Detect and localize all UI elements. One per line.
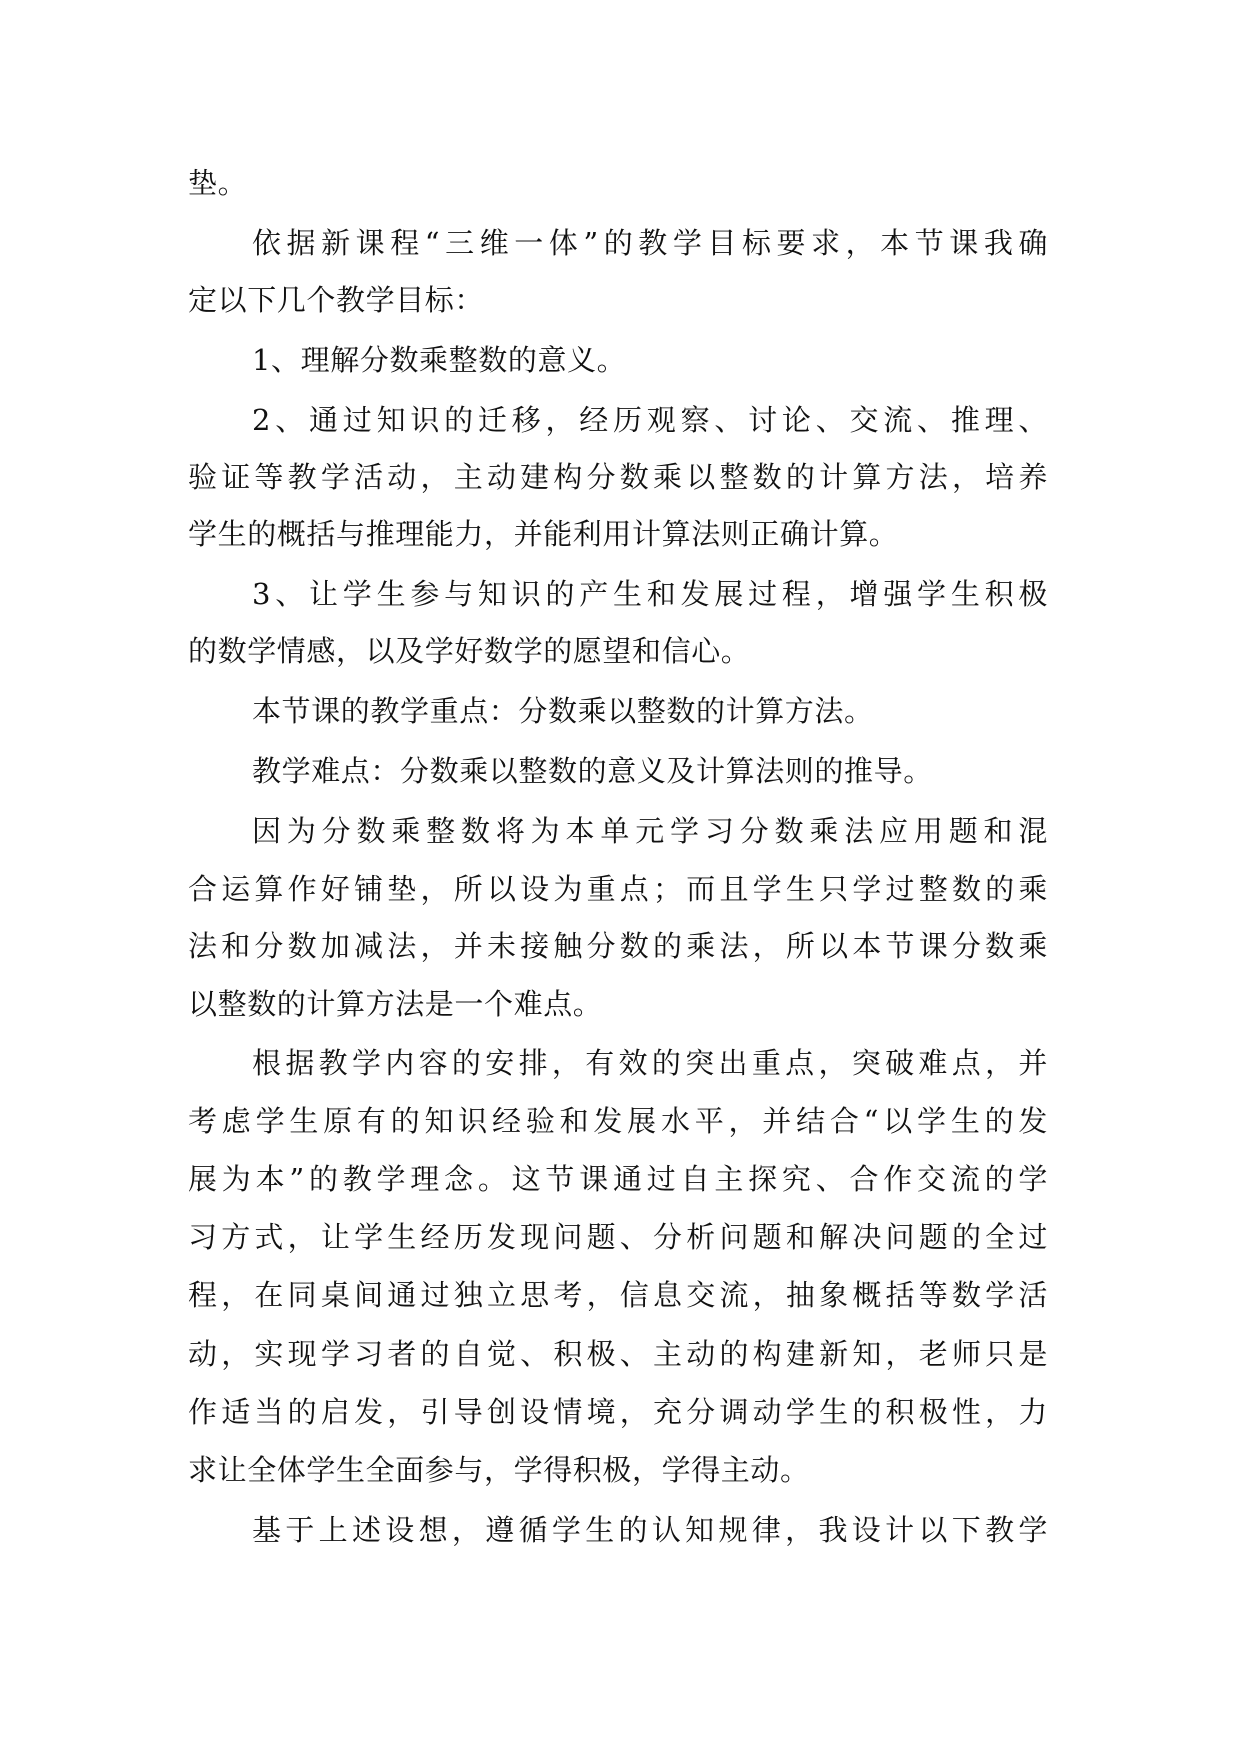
text-line: 的数学情感，以及学好数学的愿望和信心。 (188, 634, 751, 668)
text-line: 学生的概括与推理能力，并能利用计算法则正确计算。 (188, 517, 899, 551)
text-line: 合运算作好铺垫，所以设为重点；而且学生只学过整数的乘 (188, 872, 1048, 906)
text-line: 作适当的启发，引导创设情境，充分调动学生的积极性，力 (188, 1395, 1048, 1429)
text-line: 垫。 (188, 166, 248, 200)
text-line: 本节课的教学重点：分数乘以整数的计算方法。 (252, 694, 874, 728)
text-line: 以整数的计算方法是一个难点。 (188, 987, 603, 1021)
text-line: 求让全体学生全面参与，学得积极，学得主动。 (188, 1453, 810, 1487)
text-line: 动，实现学习者的自觉、积极、主动的构建新知，老师只是 (188, 1337, 1048, 1371)
text-line: 根据教学内容的安排，有效的突出重点，突破难点，并 (252, 1046, 1048, 1080)
text-line: 2、通过知识的迁移，经历观察、讨论、交流、推理、 (252, 403, 1048, 437)
text-line: 验证等教学活动，主动建构分数乘以整数的计算方法，培养 (188, 460, 1048, 494)
text-line: 考虑学生原有的知识经验和发展水平，并结合“以学生的发 (188, 1104, 1048, 1138)
text-line: 教学难点：分数乘以整数的意义及计算法则的推导。 (252, 754, 933, 788)
text-line: 基于上述设想，遵循学生的认知规律，我设计以下教学 (252, 1513, 1048, 1547)
text-line: 3、让学生参与知识的产生和发展过程，增强学生积极 (252, 577, 1048, 611)
text-line: 习方式，让学生经历发现问题、分析问题和解决问题的全过 (188, 1220, 1048, 1254)
text-line: 法和分数加减法，并未接触分数的乘法，所以本节课分数乘 (188, 929, 1048, 963)
text-line: 因为分数乘整数将为本单元学习分数乘法应用题和混 (252, 814, 1048, 848)
text-line: 依据新课程“三维一体”的教学目标要求，本节课我确 (252, 226, 1048, 260)
text-line: 展为本”的教学理念。这节课通过自主探究、合作交流的学 (188, 1162, 1048, 1196)
text-line: 定以下几个教学目标： (188, 283, 485, 317)
text-line: 程，在同桌间通过独立思考，信息交流，抽象概括等数学活 (188, 1278, 1048, 1312)
text-line: 1、理解分数乘整数的意义。 (252, 343, 627, 377)
